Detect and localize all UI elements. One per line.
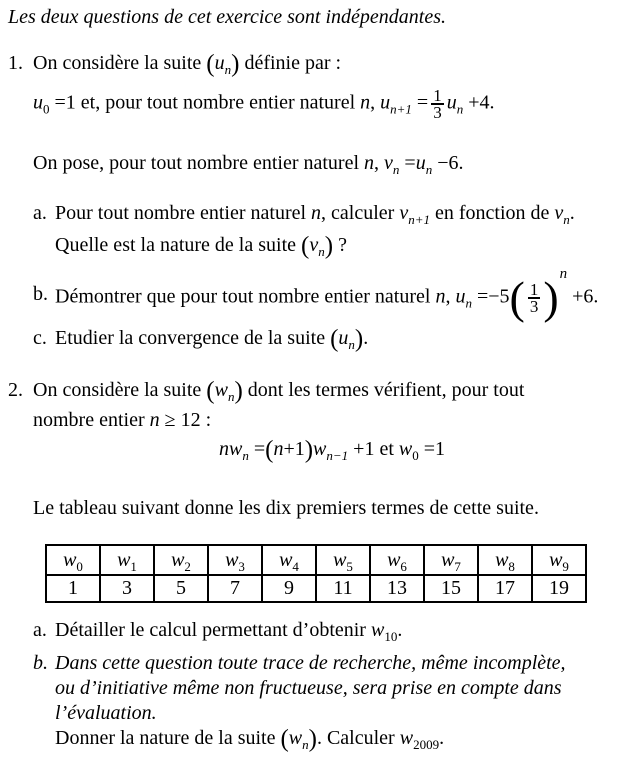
text-run: ? xyxy=(333,234,347,256)
text-run: . Calculer xyxy=(316,727,400,749)
q2b-letter xyxy=(33,651,48,676)
text-run: Les deux questions de cet exercice sont indépendantes. xyxy=(8,6,447,28)
q1a-line2 xyxy=(55,233,347,258)
left-paren: ( xyxy=(330,325,339,353)
left-paren: ( xyxy=(280,725,289,753)
math-var: w xyxy=(171,548,185,571)
text-run: Pour tout nombre entier naturel xyxy=(55,202,312,224)
right-paren: ) xyxy=(231,50,240,78)
table-header-cell xyxy=(154,545,208,575)
table-header-cell xyxy=(46,545,100,575)
list-letter: b. xyxy=(33,652,48,674)
math-var: n xyxy=(311,202,322,224)
math-subscript: 0 xyxy=(412,448,419,463)
left-paren: ( xyxy=(265,436,274,464)
math-var: v xyxy=(554,202,564,224)
q2a-line xyxy=(55,618,402,643)
math-var: w xyxy=(117,548,131,571)
table-cell: 5 xyxy=(154,575,208,602)
table-cell: 15 xyxy=(424,575,478,602)
table-header-cell xyxy=(424,545,478,575)
q2a-letter xyxy=(33,618,47,643)
q1-definition-line xyxy=(33,88,494,120)
right-paren: ) xyxy=(324,232,334,260)
text-run: définie par : xyxy=(239,52,342,74)
math-var: n xyxy=(435,285,446,308)
math-subscript: 2 xyxy=(184,558,191,574)
table-cell: 17 xyxy=(478,575,532,602)
left-paren: ( xyxy=(301,232,310,260)
math-var: w xyxy=(370,619,385,641)
math-subscript: n xyxy=(425,162,433,177)
q2-recurrence-equation xyxy=(33,437,631,462)
table-header-cell xyxy=(100,545,154,575)
math-subscript: 0 xyxy=(76,558,83,574)
table-cell: 19 xyxy=(532,575,586,602)
text-run: +4. xyxy=(463,91,495,114)
math-var: w xyxy=(398,438,413,460)
q1a-line1 xyxy=(55,201,575,226)
text-run: Détailler le calcul permettant d’obtenir xyxy=(55,619,371,641)
fraction xyxy=(528,282,541,314)
math-var: w xyxy=(495,548,509,571)
math-subscript: n−1 xyxy=(326,448,349,463)
text-run: −6. xyxy=(432,152,464,174)
table-cell: 9 xyxy=(262,575,316,602)
list-letter: a. xyxy=(33,619,47,641)
text-run: =1 xyxy=(418,438,446,460)
math-subscript: n+1 xyxy=(390,101,412,117)
text-run: ≥ 12 : xyxy=(159,409,212,431)
text-run: Donner la nature de la suite xyxy=(55,727,281,749)
math-var: u xyxy=(33,91,43,114)
math-subscript: 0 xyxy=(43,101,50,117)
fraction-numerator: 1 xyxy=(529,280,539,299)
math-var: w xyxy=(399,727,414,749)
math-subscript: 5 xyxy=(346,558,353,574)
text-run: = xyxy=(248,438,266,460)
math-var: n xyxy=(218,438,229,460)
text-run: , calculer xyxy=(321,202,400,224)
math-subscript: 9 xyxy=(562,558,569,574)
math-subscript: n xyxy=(227,389,235,404)
text-run: nombre entier xyxy=(33,409,150,431)
left-paren: ( xyxy=(206,377,215,405)
right-paren: ) xyxy=(234,377,243,405)
math-var: v xyxy=(399,202,409,224)
list-letter: a. xyxy=(33,202,47,224)
fraction-denominator: 3 xyxy=(529,297,539,316)
math-var: w xyxy=(63,548,77,571)
math-var: v xyxy=(309,234,319,256)
math-subscript: 3 xyxy=(238,558,245,574)
text-run: On pose, pour tout nombre entier naturel xyxy=(33,152,365,174)
math-subscript: 7 xyxy=(454,558,461,574)
left-paren: ( xyxy=(206,50,215,78)
math-subscript: n xyxy=(302,737,309,752)
table-cell: 1 xyxy=(46,575,100,602)
q2b-italic-note xyxy=(55,651,566,726)
q1b-letter xyxy=(33,282,48,307)
q1-title xyxy=(33,51,341,76)
math-subscript: n xyxy=(242,448,249,463)
math-subscript: 8 xyxy=(508,558,515,574)
intro-note xyxy=(8,5,446,30)
math-subscript: n xyxy=(224,62,232,77)
text-run: +1 xyxy=(283,438,305,460)
q1c-line xyxy=(55,326,368,351)
math-var: n xyxy=(149,409,160,431)
text-run: Le tableau suivant donne les dix premiers termes de cette suite. xyxy=(33,497,539,519)
math-var: w xyxy=(333,548,347,571)
list-number: 1. xyxy=(8,52,23,74)
text-run: = xyxy=(411,91,429,114)
text-run: +1 et xyxy=(348,438,399,460)
table-header-cell xyxy=(478,545,532,575)
math-subscript: n xyxy=(318,244,325,259)
math-subscript: n xyxy=(465,295,472,311)
fraction-denominator: 3 xyxy=(433,103,442,122)
text-run: . xyxy=(439,727,445,749)
math-var: w xyxy=(214,379,228,401)
math-subscript: n+1 xyxy=(408,212,430,227)
math-subscript: 4 xyxy=(292,558,299,574)
text-run: Démontrer que pour tout nombre entier naturel xyxy=(55,285,436,308)
list-letter: c. xyxy=(33,327,47,349)
math-subscript: 1 xyxy=(130,558,137,574)
math-var: w xyxy=(228,438,243,460)
math-var: v xyxy=(384,152,393,174)
big-left-paren: ( xyxy=(509,272,525,323)
table-cell: 7 xyxy=(208,575,262,602)
math-subscript: 2009 xyxy=(413,737,440,752)
math-var: w xyxy=(387,548,401,571)
q2-intro-line1 xyxy=(33,378,524,403)
math-subscript: 6 xyxy=(400,558,407,574)
table-header-cell xyxy=(262,545,316,575)
text-run: , xyxy=(374,152,385,174)
table-cell: 13 xyxy=(370,575,424,602)
text-run: On considère la suite xyxy=(33,379,207,401)
text-run: = xyxy=(399,152,416,174)
math-subscript: n xyxy=(348,337,355,352)
table-cell: 3 xyxy=(100,575,154,602)
text-run: . xyxy=(397,619,403,641)
terms-table xyxy=(45,544,587,603)
text-run: l’évaluation. xyxy=(55,702,157,724)
math-var: w xyxy=(441,548,455,571)
right-paren: ) xyxy=(304,436,314,464)
math-var: u xyxy=(415,152,426,174)
table-header-row xyxy=(46,545,586,575)
text-run: dont les termes vérifient, pour tout xyxy=(242,379,525,401)
math-var: w xyxy=(313,438,327,460)
list-letter: b. xyxy=(33,283,48,305)
big-right-paren: ) xyxy=(543,272,559,323)
fraction xyxy=(431,88,444,120)
text-run: On considère la suite xyxy=(33,52,207,74)
math-var: n xyxy=(273,438,284,460)
table-header-cell xyxy=(370,545,424,575)
table-header-cell xyxy=(208,545,262,575)
table-cell: 11 xyxy=(316,575,370,602)
text-run: =1 et, pour tout nombre entier naturel xyxy=(49,91,361,114)
math-var: u xyxy=(446,91,457,114)
q1a-letter xyxy=(33,201,47,226)
text-run: , xyxy=(370,91,381,114)
q2-intro-line2 xyxy=(33,408,211,433)
table-caption xyxy=(33,496,539,521)
math-var: n xyxy=(364,152,375,174)
text-run: =−5 xyxy=(471,285,510,308)
text-run: . xyxy=(569,202,575,224)
fraction-numerator: 1 xyxy=(433,86,442,105)
right-paren: ) xyxy=(354,325,364,353)
text-run: Quelle est la nature de la suite xyxy=(55,234,302,256)
math-exponent: n xyxy=(559,265,568,282)
math-var: w xyxy=(279,548,293,571)
q2b-final-line xyxy=(55,726,444,751)
right-paren: ) xyxy=(308,725,317,753)
math-subscript: n xyxy=(392,162,400,177)
math-subscript: 10 xyxy=(384,629,398,644)
text-run: Etudier la convergence de la suite xyxy=(55,327,331,349)
text-run: Dans cette question toute trace de recherche, même incomplète, xyxy=(55,652,566,674)
math-var: n xyxy=(360,91,371,114)
math-var: u xyxy=(338,327,349,349)
list-number: 2. xyxy=(8,379,23,401)
q1b-line xyxy=(55,265,599,323)
q1c-letter xyxy=(33,326,47,351)
q1-number xyxy=(8,51,23,76)
table-header-cell xyxy=(532,545,586,575)
math-var: u xyxy=(380,91,391,114)
math-var: w xyxy=(549,548,563,571)
table-header-cell xyxy=(316,545,370,575)
q1-pose-line xyxy=(33,151,463,176)
text-run: ou d’initiative même non fructueuse, sera prise en compte dans xyxy=(55,677,562,699)
math-var: u xyxy=(455,285,466,308)
math-subscript: n xyxy=(563,212,570,227)
text-run: +6. xyxy=(567,285,599,308)
text-run: , xyxy=(445,285,456,308)
q2-number xyxy=(8,378,23,403)
math-var: w xyxy=(288,727,303,749)
text-run: . xyxy=(363,327,369,349)
math-var: u xyxy=(214,52,225,74)
math-var: w xyxy=(225,548,239,571)
math-subscript: n xyxy=(456,101,464,117)
text-run: en fonction de xyxy=(430,202,555,224)
table-values-row xyxy=(46,575,586,602)
